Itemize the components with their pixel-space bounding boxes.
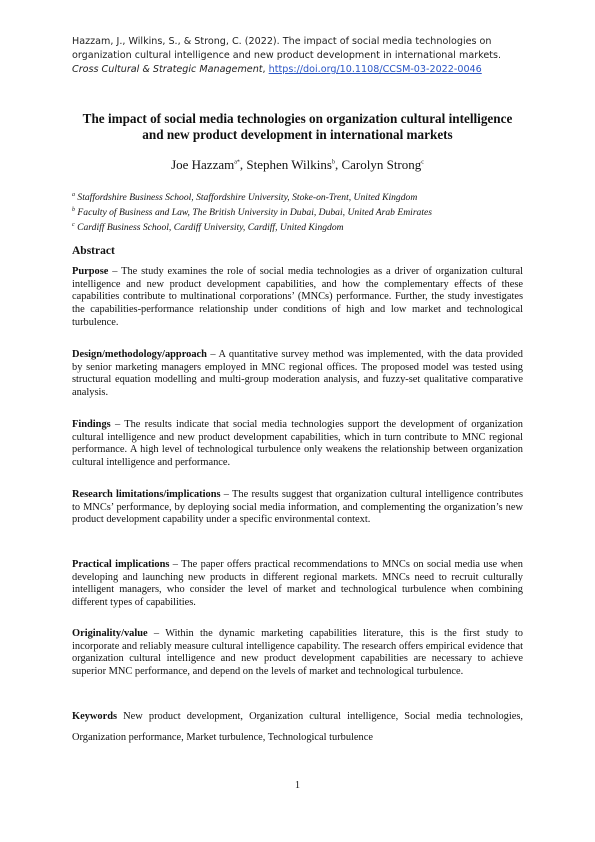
findings-text: – The results indicate that social media technologies support the development of organization cultural intelligence and new product development capabilities, which in turn contribute to MNC regional performance. A high level of technological turbulence only weakens the relationship between organization cultural intelligence and performance. [72,419,523,469]
abstract-heading: Abstract [72,245,115,257]
author-2: Stephen Wilkins$^b$, [246,157,342,172]
design-text: – A quantitative survey method was implemented, with the data provided by senior marketing managers employed in MNC regional offices. The proposed model was tested using structural equation modelling and multi-group moderation analysis, and fuzzy-set qualitative comparative analysis. [72,349,523,399]
citation-journal: Cross Cultural & Strategic Management [72,64,263,75]
originality-paragraph [72,628,523,679]
limitations-text: – The results suggest that organization cultural intelligence contributes to MNCs’ performance, by deploying social media information, and complementing the organization’s new product development capability under a specific environmental context. [72,489,523,526]
design-paragraph [72,349,523,400]
practical-label: Practical implications [72,559,170,570]
limitations-paragraph [72,489,523,527]
practical-text: – The paper offers practical recommendations to MNCs on social media use when developing and launching new products in different regional markets. MNCs need to recruit culturally intelligent managers, who consider the level of market and technological turbulence when combining different types of capabilities. [72,559,523,609]
originality-label: Originality/value [72,628,148,639]
purpose-label: Purpose [72,266,109,277]
purpose-text: – The study examines the role of social media technologies as a driver of organization cultural intelligence and new product development capabilities, and how the complementary effects of these capabilities contribute to multinational corporations’ (MNCs) performance. Further, the study investigates the capabilities-performance relationship under conditions of high and low market and technological turbulence. [72,266,523,328]
citation-text: Hazzam, J., Wilkins, S., & Strong, C. (2022). The impact of social media technologies on organization cultural intelligence and new product development in international markets. [72,36,502,61]
purpose-paragraph [72,266,523,330]
affiliation-a: $^a$ Staffordshire Business School, Staffordshire University, Stoke-on-Trent, United Kingdom [72,192,418,204]
keywords-text: New product development, Organization cultural intelligence, Social media technologies, Organization performance, Market turbulence, Technological turbulence [72,711,523,743]
author-1-sup: a* [234,159,240,166]
keywords-paragraph [72,706,523,748]
citation-separator: , [262,64,269,75]
design-label: Design/methodology/approach [72,349,207,360]
citation-header [72,35,522,77]
author-3: Carolyn Strong$^c$ [341,157,424,172]
author-list [72,157,523,173]
originality-text: – Within the dynamic marketing capabilities literature, this is the first study to incorporate and reliably measure cultural intelligence capability. The research offers empirical evidence that organization cultural intelligence and new product development capabilities are necessary to achieve superior MNC performance, and depend on the levels of market and technological turbulence. [72,628,523,678]
limitations-label: Research limitations/implications [72,489,221,500]
affiliation-c: $^c$ Cardiff Business School, Cardiff University, Cardiff, United Kingdom [72,222,344,234]
findings-paragraph [72,419,523,470]
page-number: 1 [295,780,300,791]
practical-paragraph [72,559,523,610]
keywords-label: Keywords [72,711,118,722]
author-3-sup: c [421,159,424,166]
author-1: Joe Hazzam$^{a*}$, [171,157,247,172]
affiliation-list [72,189,523,235]
author-2-sup: b [331,159,335,166]
paper-title: The impact of social media technologies on organization cultural intelligence and new product development in international markets [82,111,513,142]
affiliation-b: $^b$ Faculty of Business and Law, The British University in Dubai, Dubai, United Arab Emirates [72,207,433,219]
doi-link[interactable]: https://doi.org/10.1108/CCSM-03-2022-0046 [268,64,482,75]
findings-label: Findings [72,419,111,430]
